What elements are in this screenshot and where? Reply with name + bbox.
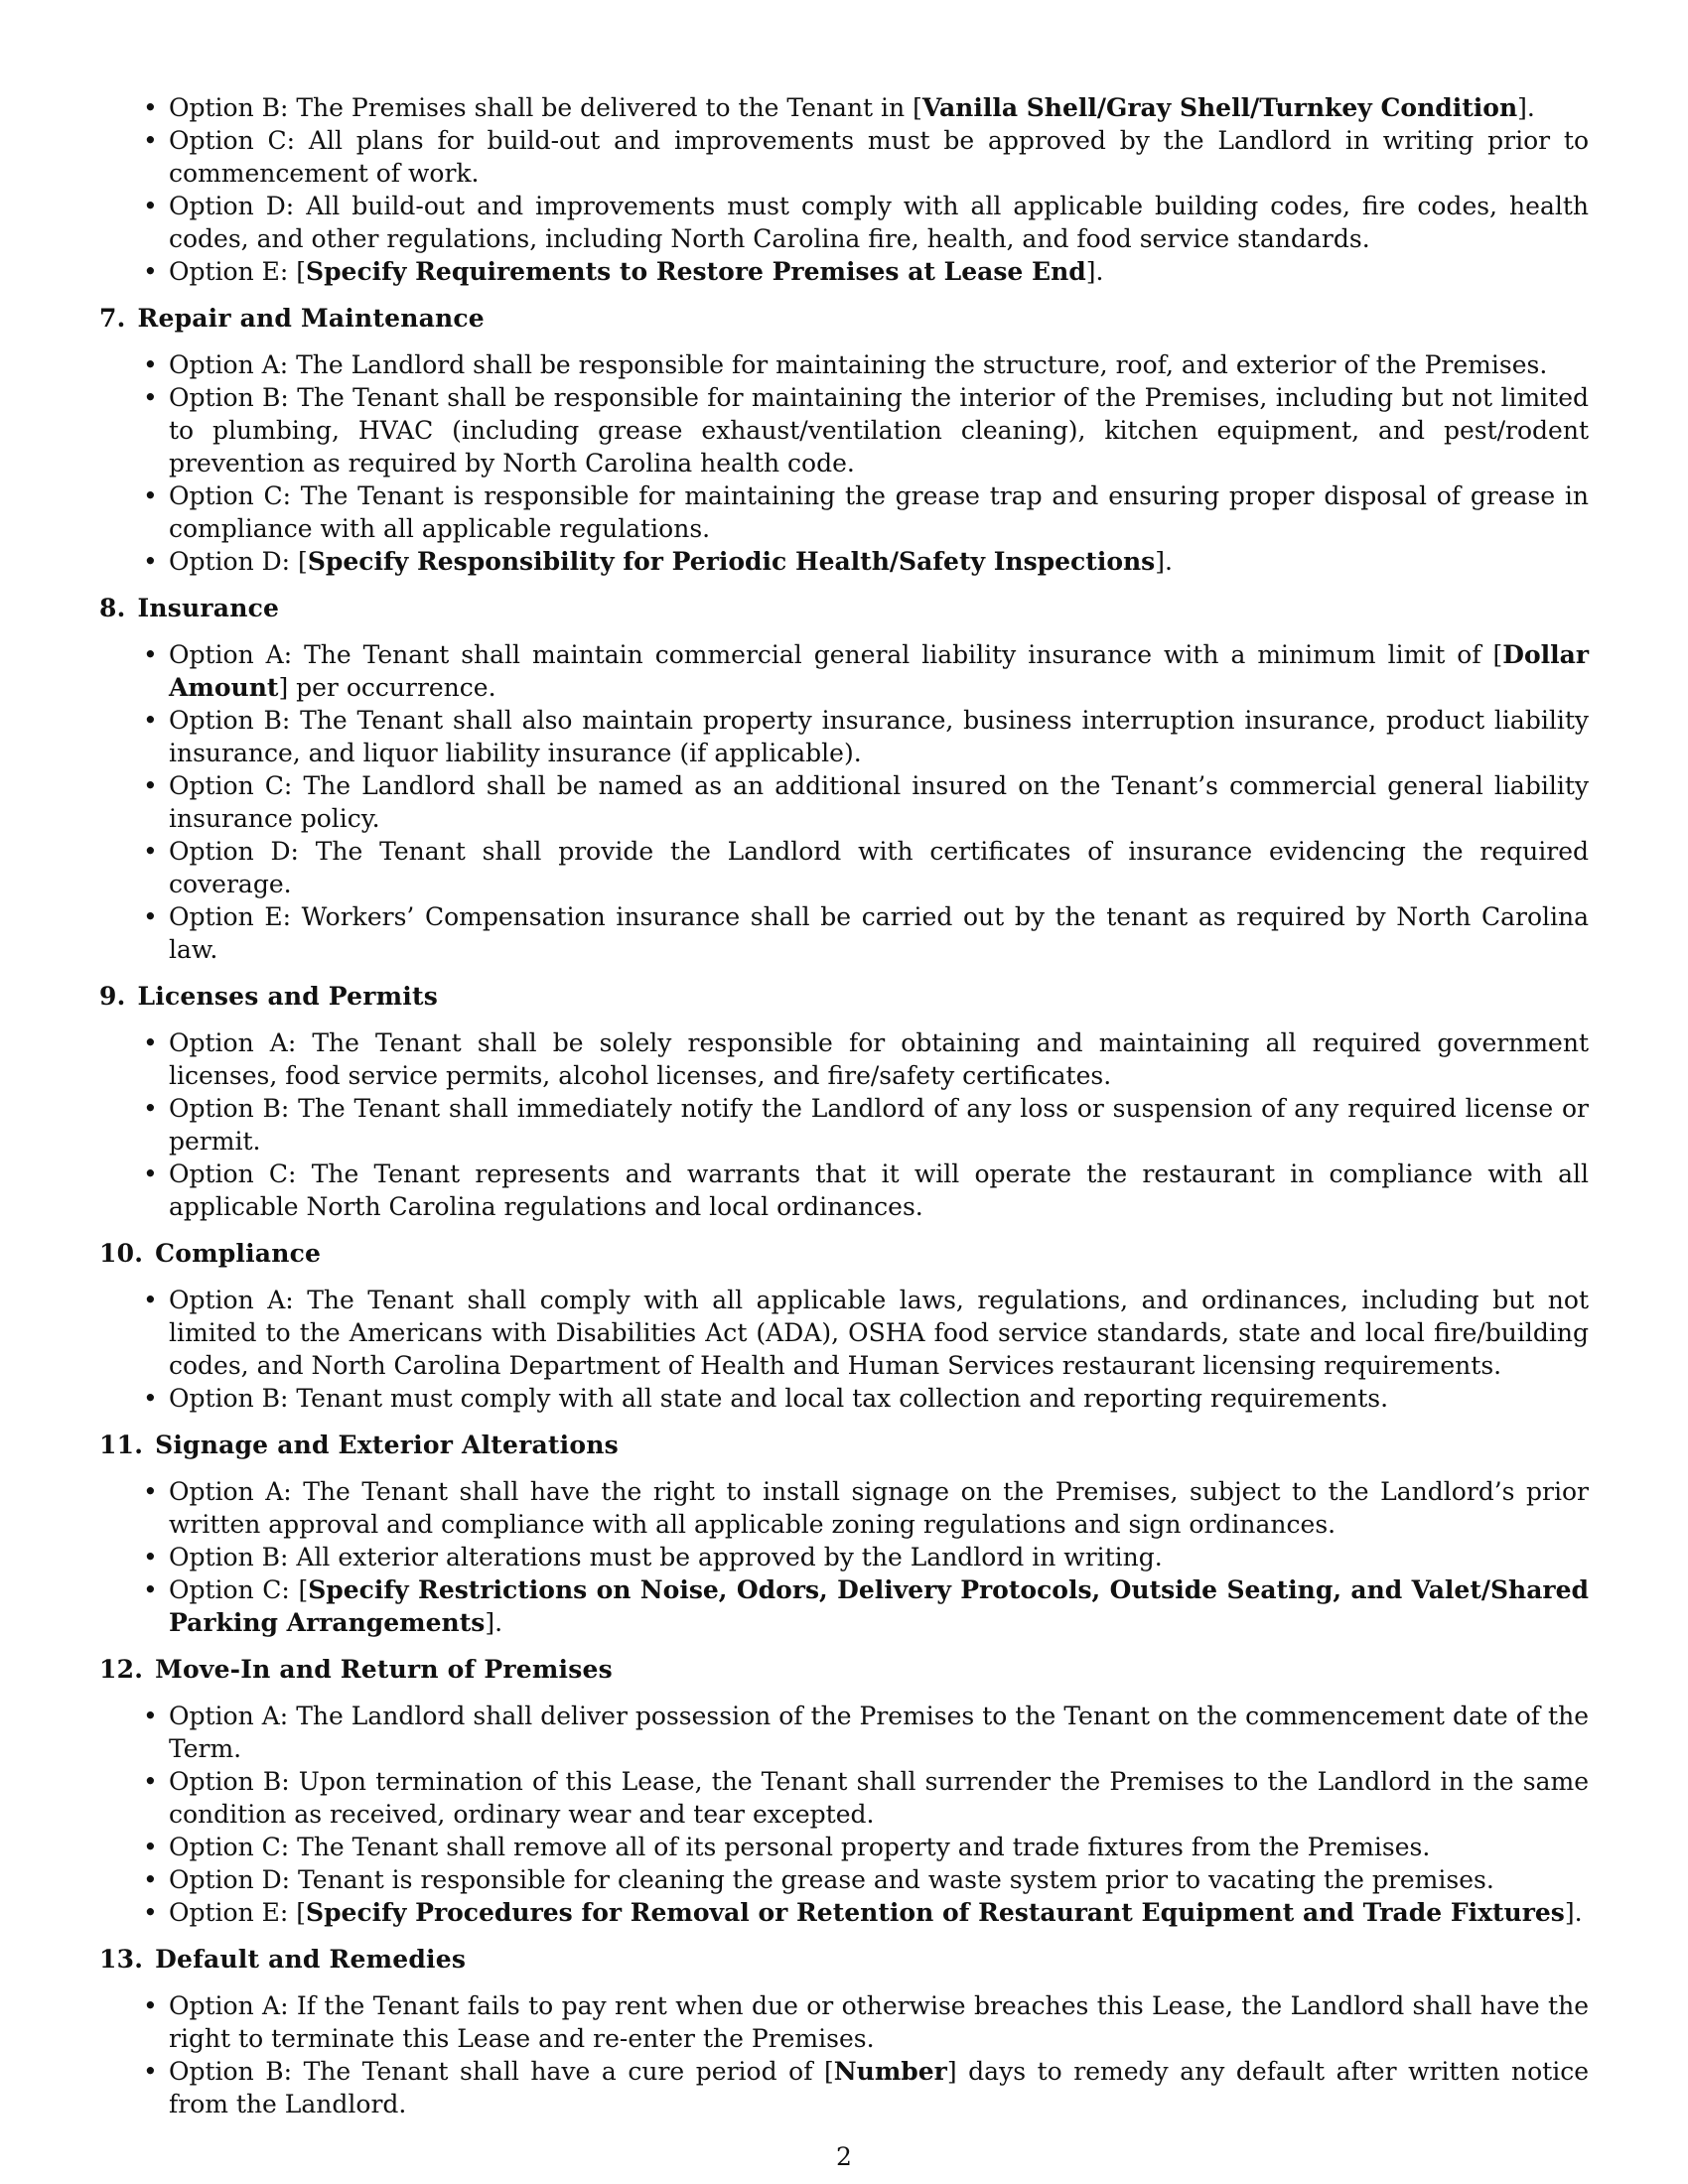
section — [99, 1237, 1589, 1415]
list-item — [99, 1896, 1589, 1929]
section-title: Compliance — [155, 1239, 322, 1268]
section-list — [99, 1700, 1589, 1929]
item-text: Option E: Workers’ Compensation insurance shall be carried out by the tenant as required by North Carolina law. — [169, 902, 1589, 964]
item-text-end: ] days to remedy any default after written notice from the Landlord. — [169, 2057, 1589, 2118]
item-placeholder: Specify Restrictions on Noise, Odors, Delivery Protocols, Outside Seating, and Valet/Shared Parking Arrangements — [169, 1575, 1589, 1637]
section-heading — [99, 1237, 1589, 1270]
section-heading — [99, 302, 1589, 335]
item-text: Option B: The Tenant shall have a cure period of [ — [169, 2057, 834, 2086]
section-title: Default and Remedies — [155, 1945, 467, 1974]
list-item — [99, 1541, 1589, 1573]
section-list — [99, 348, 1589, 578]
document-body — [99, 91, 1589, 2120]
item-text: Option B: The Tenant shall also maintain property insurance, business interruption insurance, product liability insurance, and liquor liability insurance (if applicable). — [169, 706, 1589, 767]
list-item — [99, 1573, 1589, 1639]
sections-container — [99, 302, 1589, 2120]
item-placeholder: Dollar Amount — [169, 640, 1589, 702]
item-text: Option A: The Tenant shall be solely responsible for obtaining and maintaining all required government licenses, food service permits, alcohol licenses, and fire/safety certificates. — [169, 1028, 1589, 1090]
section-title: Insurance — [137, 594, 280, 622]
item-text-end: ]. — [1155, 547, 1173, 576]
item-text: Option D: The Tenant shall provide the Landlord with certificates of insurance evidencing the required coverage. — [169, 837, 1589, 898]
item-text: Option D: [ — [169, 547, 308, 576]
item-text: Option B: The Tenant shall immediately notify the Landlord of any loss or suspension of any required license or permit. — [169, 1094, 1589, 1156]
section-list — [99, 638, 1589, 966]
list-item — [99, 704, 1589, 769]
item-text: Option A: The Landlord shall be responsible for maintaining the structure, roof, and exterior of the Premises. — [169, 350, 1548, 379]
section-title: Signage and Exterior Alterations — [155, 1431, 619, 1459]
section — [99, 302, 1589, 578]
section-heading — [99, 1429, 1589, 1461]
item-text-end: ] per occurrence. — [278, 673, 496, 702]
section-heading — [99, 592, 1589, 624]
list-item — [99, 1026, 1589, 1092]
list-item — [99, 1700, 1589, 1765]
list-item — [99, 1765, 1589, 1831]
item-placeholder: Specify Responsibility for Periodic Health/Safety Inspections — [307, 547, 1156, 576]
section-number: 10. — [99, 1239, 144, 1268]
item-placeholder: Specify Procedures for Removal or Retention of Restaurant Equipment and Trade Fixtures — [306, 1898, 1565, 1927]
item-text: Option C: The Tenant represents and warrants that it will operate the restaurant in compliance with all applicable North Carolina regulations and local ordinances. — [169, 1160, 1589, 1221]
item-text: Option B: The Premises shall be delivered to the Tenant in [ — [169, 93, 922, 122]
list-item — [99, 124, 1589, 190]
item-placeholder: Number — [833, 2057, 947, 2086]
section-number: 7. — [99, 304, 126, 333]
section-list — [99, 1475, 1589, 1639]
item-text: Option C: All plans for build-out and improvements must be approved by the Landlord in writing prior to commencement of work. — [169, 126, 1589, 188]
list-item — [99, 255, 1589, 288]
item-text-end: ]. — [1517, 93, 1535, 122]
section — [99, 1429, 1589, 1639]
item-placeholder: Specify Requirements to Restore Premises at Lease End — [306, 257, 1086, 286]
item-text: Option D: Tenant is responsible for cleaning the grease and waste system prior to vacating the premises. — [169, 1865, 1494, 1894]
item-text: Option D: All build-out and improvements must comply with all applicable building codes, fire codes, health codes, and other regulations, including North Carolina fire, health, and food service standards. — [169, 192, 1589, 253]
list-item — [99, 91, 1589, 124]
list-item — [99, 1989, 1589, 2055]
section — [99, 1943, 1589, 2120]
item-text: Option A: The Tenant shall have the right to install signage on the Premises, subject to the Landlord’s prior written approval and compliance with all applicable zoning regulations and sign ordinances. — [169, 1477, 1589, 1539]
list-item — [99, 769, 1589, 835]
page-number: 2 — [836, 2142, 852, 2171]
list-item — [99, 190, 1589, 255]
list-item — [99, 545, 1589, 578]
item-text: Option E: [ — [169, 1898, 307, 1927]
item-text: Option B: All exterior alterations must be approved by the Landlord in writing. — [169, 1543, 1163, 1571]
list-item — [99, 835, 1589, 900]
item-text: Option C: [ — [169, 1575, 309, 1604]
list-item — [99, 1158, 1589, 1223]
list-item — [99, 381, 1589, 479]
section-list — [99, 1026, 1589, 1223]
section-title: Licenses and Permits — [137, 982, 438, 1011]
section-number: 12. — [99, 1655, 144, 1684]
section-heading — [99, 1653, 1589, 1686]
section-number: 8. — [99, 594, 126, 622]
section-heading — [99, 1943, 1589, 1976]
section-number: 11. — [99, 1431, 144, 1459]
list-item — [99, 1284, 1589, 1382]
section-heading — [99, 980, 1589, 1013]
item-text: Option B: Tenant must comply with all state and local tax collection and reporting requirements. — [169, 1384, 1389, 1413]
item-text: Option B: Upon termination of this Lease, the Tenant shall surrender the Premises to the Landlord in the same condition as received, ordinary wear and tear excepted. — [169, 1767, 1589, 1829]
item-text: Option A: The Tenant shall maintain commercial general liability insurance with a minimum limit of [ — [169, 640, 1503, 669]
item-text: Option A: The Landlord shall deliver possession of the Premises to the Tenant on the commencement date of the Term. — [169, 1702, 1589, 1763]
item-text: Option C: The Landlord shall be named as an additional insured on the Tenant’s commercial general liability insurance policy. — [169, 771, 1589, 833]
item-placeholder: Vanilla Shell/Gray Shell/Turnkey Condition — [921, 93, 1518, 122]
item-text: Option A: The Tenant shall comply with all applicable laws, regulations, and ordinances, including but not limited to the Americans with Disabilities Act (ADA), OSHA food service standards, state and local fire/building codes, and North Carolina Department of Health and Human Services restaurant licensing requirements. — [169, 1286, 1589, 1380]
list-item — [99, 2055, 1589, 2120]
section-title: Move-In and Return of Premises — [155, 1655, 613, 1684]
list-item — [99, 1382, 1589, 1415]
list-item — [99, 1475, 1589, 1541]
section-number: 13. — [99, 1945, 144, 1974]
section-number: 9. — [99, 982, 126, 1011]
item-text: Option C: The Tenant shall remove all of its personal property and trade fixtures from the Premises. — [169, 1833, 1431, 1861]
item-text-end: ]. — [1564, 1898, 1583, 1927]
item-text: Option A: If the Tenant fails to pay rent when due or otherwise breaches this Lease, the Landlord shall have the right to terminate this Lease and re-enter the Premises. — [169, 1991, 1589, 2053]
section-list — [99, 1989, 1589, 2120]
list-item — [99, 348, 1589, 381]
item-text: Option B: The Tenant shall be responsible for maintaining the interior of the Premises, including but not limited to plumbing, HVAC (including grease exhaust/ventilation cleaning), kitchen equipment, and pest/rodent prevention as required by North Carolina health code. — [169, 383, 1589, 478]
continuation-list — [99, 91, 1589, 288]
list-item — [99, 900, 1589, 966]
item-text: Option E: [ — [169, 257, 307, 286]
item-text-end: ]. — [1085, 257, 1104, 286]
list-item — [99, 638, 1589, 704]
list-item — [99, 479, 1589, 545]
list-item — [99, 1831, 1589, 1863]
list-item — [99, 1092, 1589, 1158]
item-text: Option C: The Tenant is responsible for maintaining the grease trap and ensuring proper disposal of grease in compliance with all applicable regulations. — [169, 481, 1589, 543]
section — [99, 980, 1589, 1223]
item-text-end: ]. — [485, 1608, 503, 1637]
section — [99, 1653, 1589, 1929]
section — [99, 592, 1589, 966]
list-item — [99, 1863, 1589, 1896]
section-list — [99, 1284, 1589, 1415]
section-title: Repair and Maintenance — [137, 304, 485, 333]
